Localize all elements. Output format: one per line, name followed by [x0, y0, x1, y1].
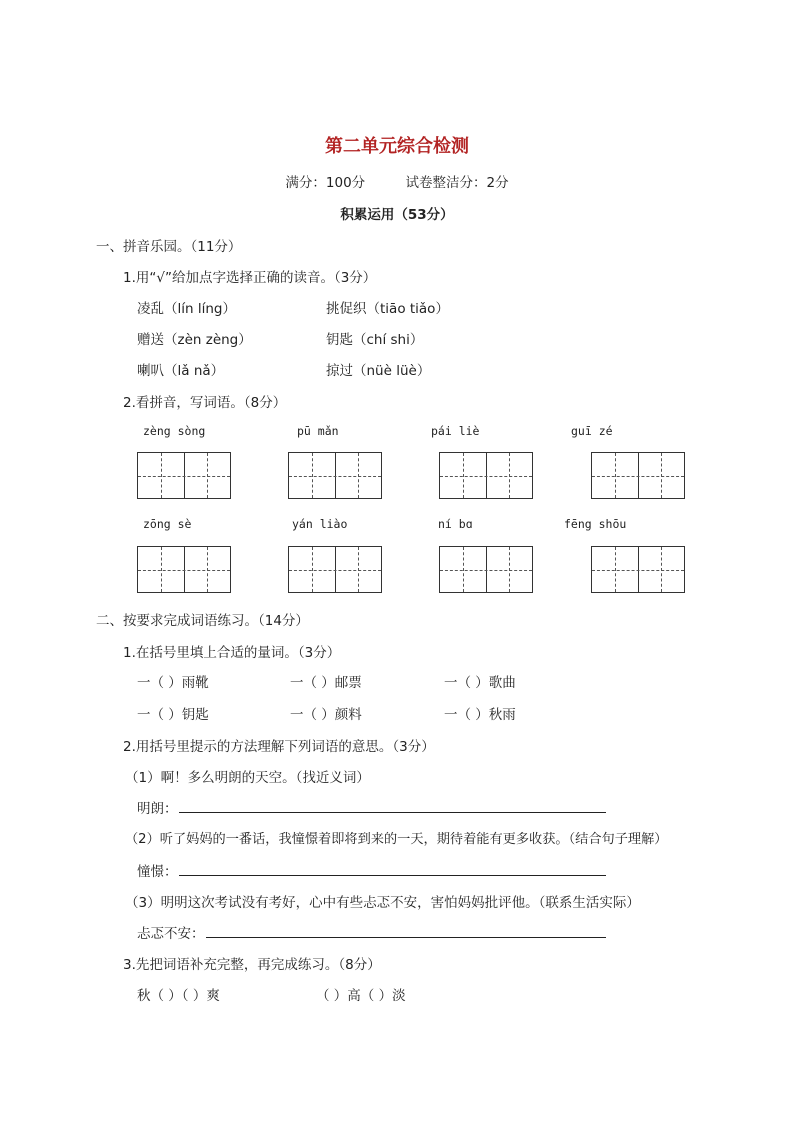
measure-word-item[interactable]: 一（ ）秋雨 [444, 707, 516, 723]
measure-word-item[interactable]: 一（ ）钥匙 [137, 707, 209, 723]
writing-grid[interactable] [591, 546, 685, 593]
q1-sub1-title: 1.用“√”给加点字选择正确的读音。（3分） [123, 270, 377, 286]
page-title: 第二单元综合检测 [325, 136, 469, 157]
pinyin-label: yán liào [292, 517, 348, 531]
q1-sub2-title: 2.看拼音，写词语。（8分） [123, 395, 287, 411]
section-title: 积累运用（53分） [340, 207, 454, 223]
answer-line-2[interactable] [179, 875, 606, 876]
pinyin-label: pū mǎn [297, 424, 339, 438]
writing-grid[interactable] [288, 452, 382, 499]
writing-grid[interactable] [288, 546, 382, 593]
pronunciation-item[interactable]: 喇叭（lǎ nǎ） [137, 363, 225, 379]
writing-grid[interactable] [591, 452, 685, 499]
answer-label-1: 明朗： [137, 801, 178, 817]
idiom-item[interactable]: （ ）高（ ）淡 [316, 988, 406, 1004]
pronunciation-item[interactable]: 钥匙（chí shi） [326, 332, 424, 348]
pinyin-label: pái liè [431, 424, 480, 438]
answer-label-2: 憧憬： [137, 864, 178, 880]
answer-label-3: 忐忑不安： [137, 926, 205, 942]
pronunciation-item[interactable]: 挑促织（tiāo tiǎo） [326, 301, 449, 317]
answer-line-1[interactable] [179, 812, 606, 813]
writing-grid[interactable] [137, 546, 231, 593]
pinyin-label: fēng shōu [564, 517, 627, 531]
q2-sub2-title: 2.用括号里提示的方法理解下列词语的意思。（3分） [123, 739, 435, 755]
pronunciation-item[interactable]: 赠送（zèn zèng） [137, 332, 252, 348]
pinyin-label: ní bɑ [438, 517, 473, 531]
q1-title: 一、拼音乐园。（11分） [96, 239, 242, 255]
sentence-3: （3）明明这次考试没有考好，心中有些忐忑不安，害怕妈妈批评他。（联系生活实际） [125, 895, 640, 911]
idiom-item[interactable]: 秋（ ）（ ）爽 [137, 988, 220, 1004]
q2-sub1-title: 1.在括号里填上合适的量词。（3分） [123, 645, 341, 661]
writing-grid[interactable] [439, 546, 533, 593]
q2-title: 二、按要求完成词语练习。（14分） [96, 613, 309, 629]
measure-word-item[interactable]: 一（ ）颜料 [290, 707, 362, 723]
pinyin-label: zèng sòng [143, 424, 206, 438]
q2-sub3-title: 3.先把词语补充完整，再完成练习。（8分） [123, 957, 381, 973]
measure-word-item[interactable]: 一（ ）歌曲 [444, 675, 516, 691]
measure-word-item[interactable]: 一（ ）邮票 [290, 675, 362, 691]
neat-score: 试卷整洁分：2分 [405, 175, 509, 191]
writing-grid[interactable] [439, 452, 533, 499]
pinyin-label: zōng sè [143, 517, 192, 531]
pronunciation-item[interactable]: 掠过（nüè lüè） [326, 363, 431, 379]
answer-line-3[interactable] [206, 937, 606, 938]
writing-grid[interactable] [137, 452, 231, 499]
sentence-2: （2）听了妈妈的一番话，我憧憬着即将到来的一天，期待着能有更多收获。（结合句子理解） [125, 832, 668, 847]
measure-word-item[interactable]: 一（ ）雨靴 [137, 675, 209, 691]
full-score: 满分：100分 [285, 175, 366, 191]
pinyin-label: guī zé [571, 424, 613, 438]
pronunciation-item[interactable]: 凌乱（lín líng） [137, 301, 236, 317]
score-info [0, 171, 794, 191]
sentence-1: （1）啊！多么明朗的天空。（找近义词） [125, 770, 370, 786]
